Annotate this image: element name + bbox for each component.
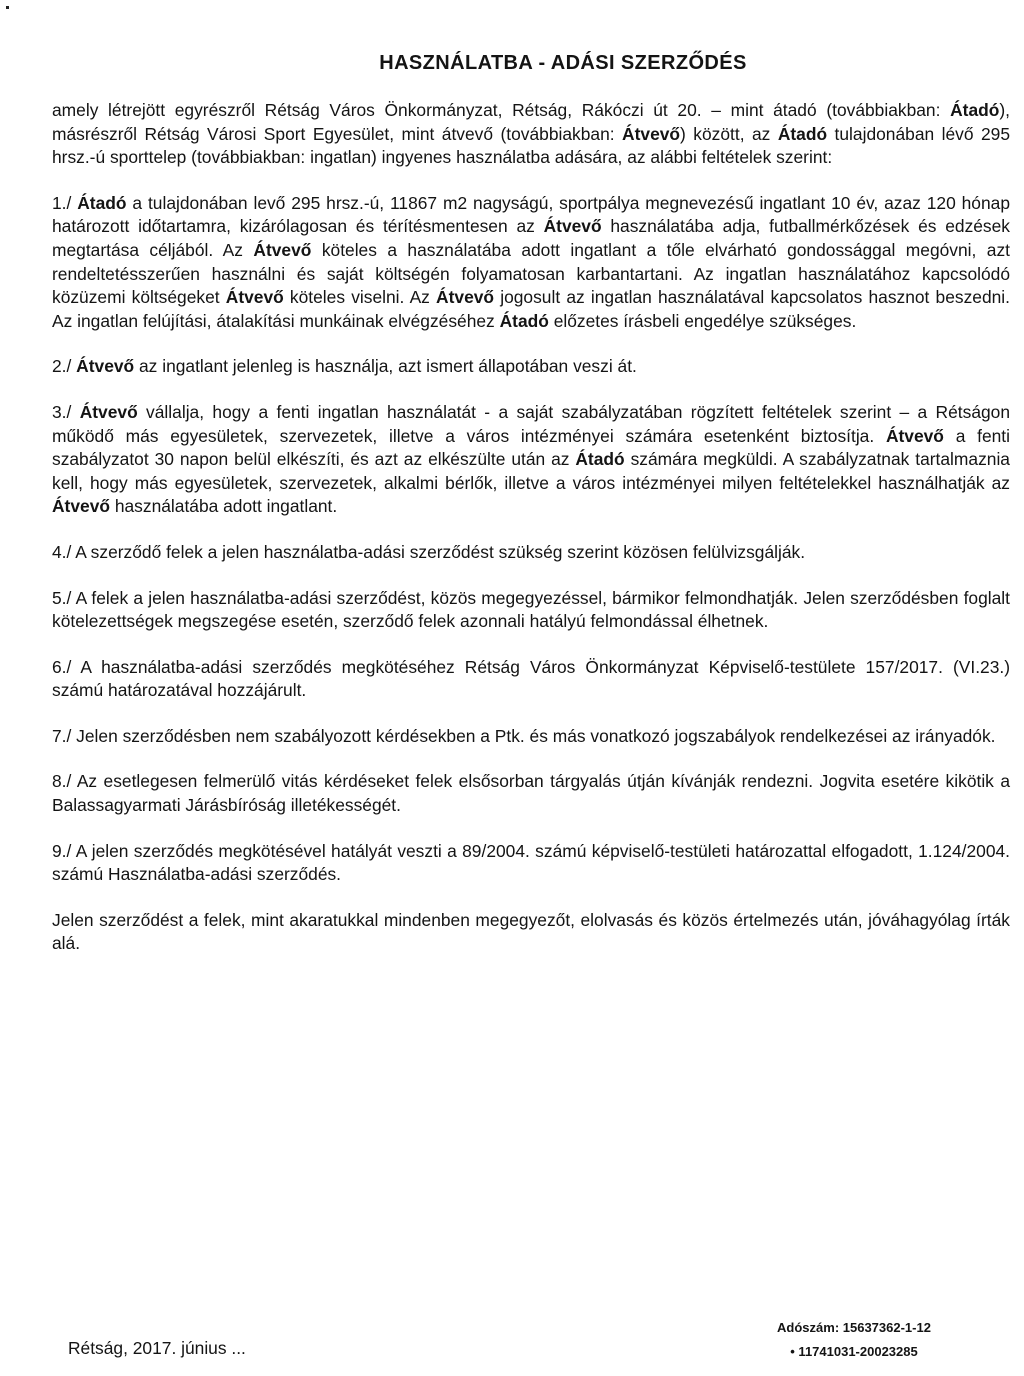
- clause-1-text-2: használatába adja, futballmérkőzések és edzések megtartása céljából. Az: [52, 216, 1010, 260]
- intro-bold-2: Átvevő: [622, 123, 681, 144]
- clause-3-bold-4: Átvevő: [52, 496, 110, 517]
- document-title: HASZNÁLATBA - ADÁSI SZERZŐDÉS: [379, 52, 747, 74]
- clause-6: 6./ A használatba-adási szerződés megkötéséhez Rétság Város Önkormányzat Képviselő-testülete 157/2017. (VI.23.) számú határozatával hozzájárult.: [52, 656, 1010, 701]
- stamp-block: [704, 1316, 1004, 1364]
- intro-paragraph: [52, 99, 1010, 170]
- clause-4: 4./ A szerződő felek a jelen használatba-adási szerződést szükség szerint közösen felülvizsgálják.: [52, 541, 806, 562]
- clause-1: [52, 192, 1010, 334]
- clause-1-bold-3: Átvevő: [253, 239, 312, 260]
- clause-3: [52, 401, 1010, 519]
- clause-3-text-2: a fenti szabályzatot 30 napon belül elkészíti, és azt az elkészülte után az: [52, 425, 1010, 470]
- clause-8: 8./ Az esetlegesen felmerülő vitás kérdéseket felek elsősorban tárgyalás útján kívánják rendezni. Jogvita esetére kikötik a Balassagyarmati Járásbíróság illetékességét.: [52, 771, 1010, 816]
- clause-3-number: 3./: [52, 401, 80, 422]
- clause-1-text-1: a tulajdonában levő 295 hrsz.-ú, 11867 m2 nagyságú, sportpálya megnevezésű ingatlant 10 év, azaz 120 hónap határozott időtartamra, kizárólagosan és térítésmentesen az: [52, 192, 1010, 237]
- intro-text-4: tulajdonában lévő 295 hrsz.-ú sporttelep (továbbiakban: ingatlan) ingyenes használatba adására, az alábbi feltételek szerint:: [52, 123, 1010, 168]
- clause-1-bold-6: Átadó: [499, 310, 549, 331]
- closing-paragraph: Jelen szerződést a felek, mint akaratukkal mindenben megegyezőt, elolvasás és közös értelmezés után, jóváhagyólag írták alá.: [52, 909, 1010, 954]
- clause-1-number: 1./: [52, 192, 78, 213]
- clause-1-text-3: köteles a használatába adott ingatlant a tőle elvárható gondossággal megóvni, azt rendeltetésszerűen használni és saját költségén folyamatosan karbantartani. Az ingatlan használatához kapcsolódó közüzemi költségeket: [52, 239, 1010, 308]
- clause-1-bold-5: Átvevő: [436, 287, 495, 308]
- clause-3-text-1: vállalja, hogy a fenti ingatlan használatát - a saját szabályzatában rögzített feltételek szerint – a Rétságon működő más egyesületek, szervezetek, illetve a város intézményei számára esetenként biztosítja.: [52, 401, 1011, 446]
- clause-7: 7./ Jelen szerződésben nem szabályozott kérdésekben a Ptk. és más vonatkozó jogszabályok rendelkezései az irányadók.: [52, 725, 996, 746]
- stamp-account-number: • 11741031-20023285: [790, 1344, 918, 1359]
- intro-text-1: amely létrejött egyrészről Rétság Város Önkormányzat, Rétság, Rákóczi út 20. – mint átadó (továbbiakban:: [52, 100, 951, 120]
- clause-1-text-4: köteles viselni. Az: [283, 287, 437, 308]
- clause-2-text-1: az ingatlant jelenleg is használja, azt ismert állapotában veszi át.: [134, 356, 637, 377]
- scan-mark: [6, 6, 9, 9]
- clause-2-number: 2./: [52, 356, 77, 377]
- clause-1-text-5: jogosult az ingatlan használatával kapcsolatos hasznot beszedni. Az ingatlan felújítási, átalakítási munkáinak elvégzéséhez: [52, 287, 1010, 331]
- clause-2: [52, 355, 1010, 379]
- clause-9: 9./ A jelen szerződés megkötésével hatályát veszti a 89/2004. számú képviselő-testületi határozattal elfogadott, 1.124/2004. számú Használatba-adási szerződés.: [52, 840, 1010, 885]
- clause-3-text-4: használatába adott ingatlant.: [110, 496, 338, 517]
- document-body: [52, 99, 1010, 956]
- intro-bold-3: Átadó: [777, 123, 828, 144]
- clause-1-text-6: előzetes írásbeli engedélye szükséges.: [548, 310, 857, 331]
- place-date: Rétság, 2017. június ...: [68, 1338, 246, 1358]
- clause-2-bold-1: Átvevő: [76, 356, 135, 377]
- document-page: [52, 0, 1014, 1376]
- clause-3-bold-2: Átvevő: [885, 425, 944, 446]
- stamp-tax-number: Adószám: 15637362-1-12: [777, 1320, 931, 1335]
- clause-1-bold-1: Átadó: [77, 192, 127, 213]
- clause-1-bold-4: Átvevő: [225, 287, 284, 308]
- clause-5: 5./ A felek a jelen használatba-adási szerződést, közös megegyezéssel, bármikor felmondhatják. Jelen szerződésben foglalt kötelezettségek megszegése esetén, szerződő felek azonnali hatályú felmondással élhetnek.: [52, 587, 1010, 632]
- clause-3-bold-1: Átvevő: [79, 401, 138, 422]
- clause-3-bold-3: Átadó: [575, 449, 625, 470]
- intro-text-2: ), másrészről Rétság Városi Sport Egyesület, mint átvevő (továbbiakban:: [52, 100, 1010, 144]
- clause-1-bold-2: Átvevő: [543, 216, 602, 237]
- clause-3-text-3: számára megküldi. A szabályzatnak tartalmaznia kell, hogy más egyesületek, szervezetek, alkalmi bérlők, illetve a város intézményei milyen feltételekkel használhatják az: [52, 449, 1010, 493]
- intro-text-3: ) között, az: [680, 123, 778, 144]
- intro-bold-1: Átadó: [950, 100, 1000, 120]
